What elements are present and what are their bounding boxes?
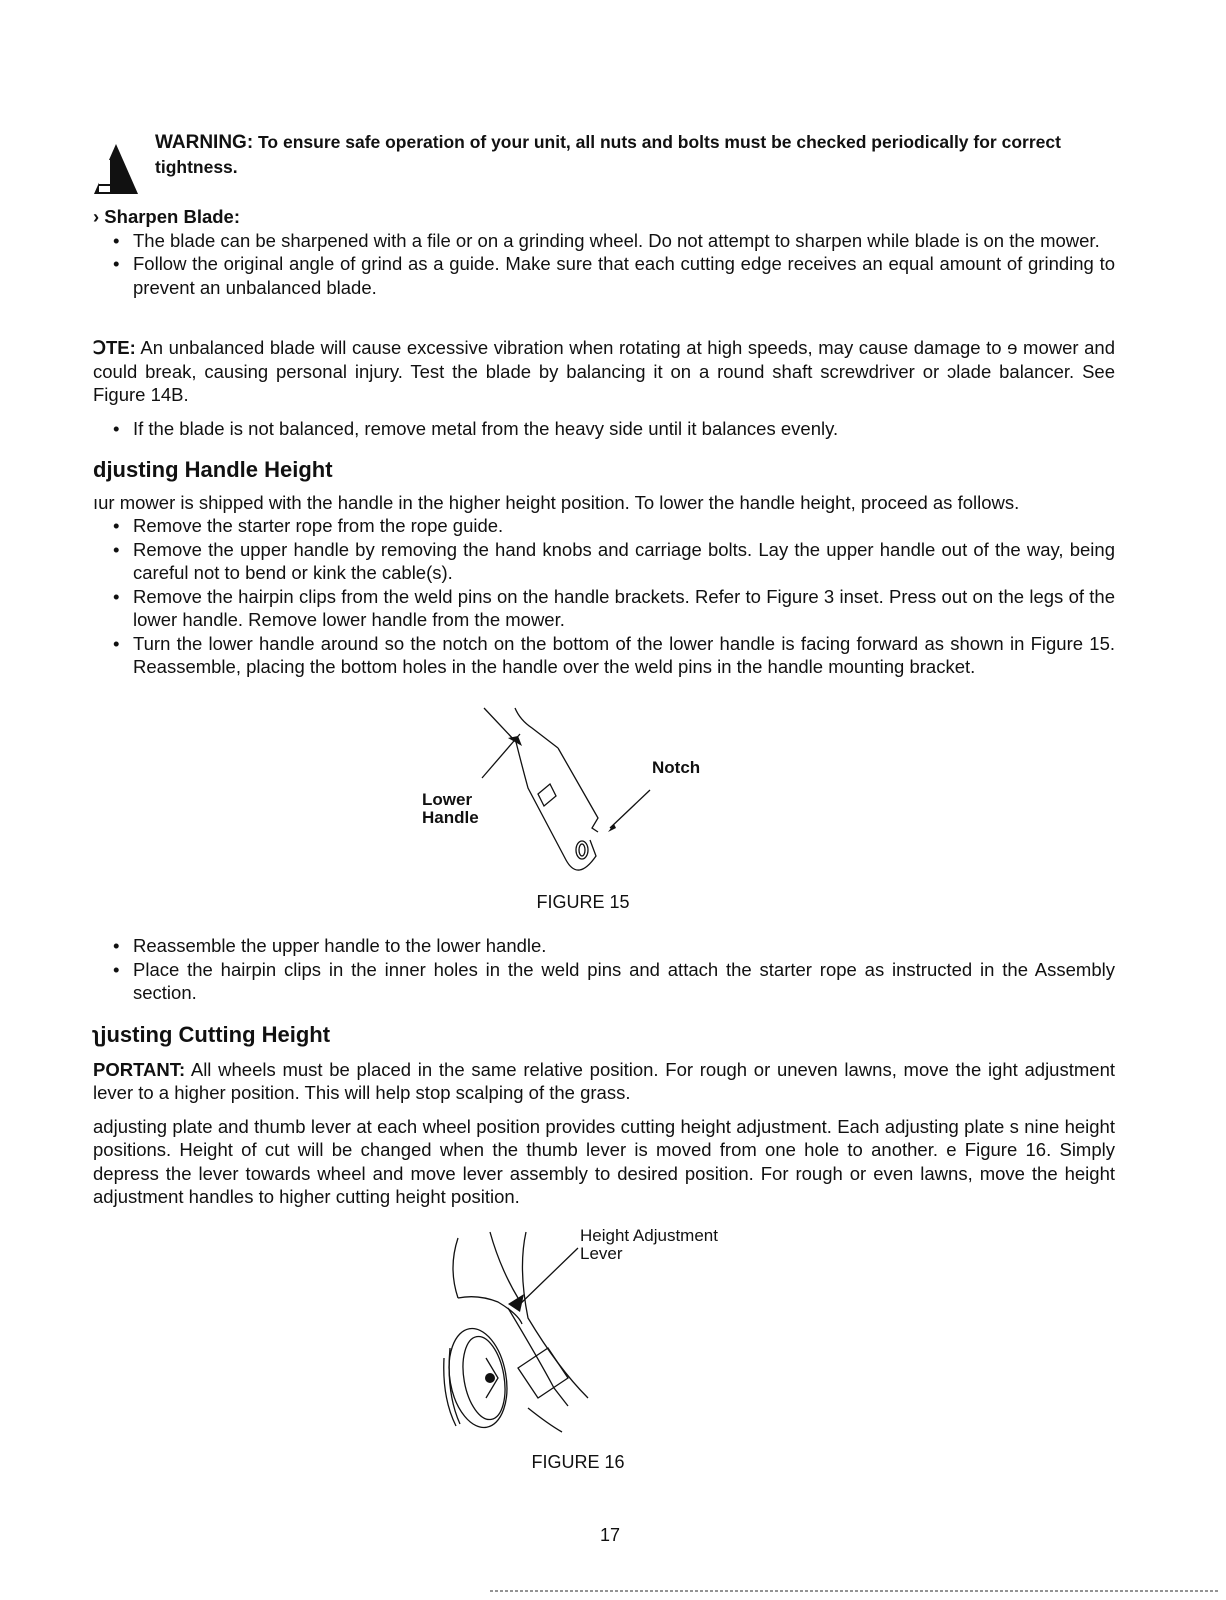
warning-box (90, 130, 1120, 179)
warning-text (155, 130, 1120, 179)
list-item: • Remove the starter rope from the rope guide. (93, 514, 1115, 538)
note-paragraph (93, 336, 1115, 407)
list-item: • The blade can be sharpened with a file or on a grinding wheel. Do not attempt to sharpen while blade is on the mower. (93, 229, 1115, 253)
handle-section (93, 458, 1115, 679)
important-label: PORTANT: (93, 1058, 186, 1080)
list-item: • Reassemble the upper handle to the lower handle. (93, 934, 1115, 958)
list-item: • Place the hairpin clips in the inner holes in the weld pins and attach the starter rope as instructed in the Assembly section. (93, 958, 1115, 1005)
warning-triangle-icon (90, 140, 142, 196)
note-text: An unbalanced blade will cause excessive vibration when rotating at high speeds, may cause damage to ɘ mower and could break, causing personal injury. Test the blade by balancing it on a round shaft screwdriver or ɔlade balancer. See Figure 14B. (93, 337, 1115, 405)
figure-16-label-line2: Lever (580, 1244, 623, 1263)
note-label: ↃTE: (93, 337, 136, 358)
list-item: • Remove the hairpin clips from the weld pins on the handle brackets. Refer to Figure 3 inset. Press out on the legs of the lower handle. Remove lower handle from the mower. (93, 585, 1115, 632)
page-number: 17 (599, 1525, 621, 1545)
cutting-section (93, 1023, 1115, 1209)
list-item: • If the blade is not balanced, remove metal from the heavy side until it balances evenly. (93, 417, 1115, 441)
figure-15-label-handle: Handle (422, 808, 479, 827)
figure-16-drawing (428, 1228, 598, 1438)
figure-16-caption: FIGURE 16 (531, 1452, 625, 1472)
warning-body: To ensure safe operation of your unit, all nuts and bolts must be checked periodically for correct tightness. (155, 132, 1061, 177)
sharpen-after-list (93, 417, 1115, 441)
sharpen-heading: › Sharpen Blade: (93, 206, 240, 227)
figure-15-drawing (460, 700, 660, 880)
important-text: All wheels must be placed in the same relative position. For rough or uneven lawns, move the ight adjustment lever to a higher position. This will help stop scalping of the grass. (93, 1058, 1115, 1103)
figure-15-caption: FIGURE 15 (536, 892, 630, 912)
handle-list (93, 514, 1115, 679)
figure-15-label-notch: Notch (652, 758, 701, 777)
handle-after-list (93, 934, 1115, 1005)
figure-16-label-line1: Height Adjustment (580, 1226, 718, 1245)
handle-heading: djusting Handle Height (93, 457, 333, 482)
scan-artifact-line (260, 1590, 1220, 1592)
list-item: • Turn the lower handle around so the notch on the bottom of the lower handle is facing forward as shown in Figure 15. Reassemble, placing the bottom holes in the handle over the weld pins in the handle mounting bracket. (93, 632, 1115, 679)
warning-label: WARNING: (155, 132, 254, 153)
cutting-heading: ʅjusting Cutting Height (93, 1022, 331, 1047)
handle-intro: ıur mower is shipped with the handle in the higher height position. To lower the handle height, proceed as follows. (93, 491, 1020, 513)
important-paragraph (93, 1058, 1115, 1105)
list-item: • Follow the original angle of grind as a guide. Make sure that each cutting edge receives an equal amount of grinding to prevent an unbalanced blade. (93, 252, 1115, 299)
sharpen-list (93, 229, 1115, 300)
figure-15-label-lower: Lower (422, 790, 473, 809)
sharpen-section (93, 205, 1115, 299)
cutting-paragraph: adjusting plate and thumb lever at each wheel position provides cutting height adjustment. Each adjusting plate s nine height positions. Height of cut will be changed when the thumb lever is moved from one hole to another. e Figure 16. Simply depress the lever towards wheel and move lever assembly to desired position. For rough or even lawns, move the height adjustment handles to higher cutting height position. (93, 1115, 1115, 1207)
list-item: • Remove the upper handle by removing the hand knobs and carriage bolts. Lay the upper handle out of the way, being careful not to bend or kink the cable(s). (93, 538, 1115, 585)
